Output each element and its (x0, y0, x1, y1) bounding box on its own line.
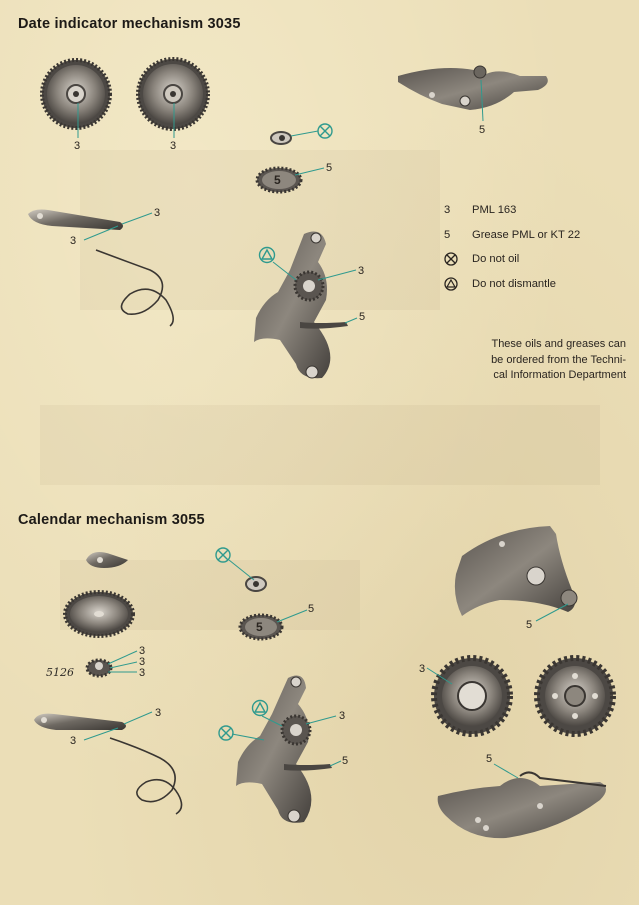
do-not-dismantle-marker-top (260, 248, 275, 263)
small-wheel-do-not-oil-bottom (246, 577, 266, 591)
callout-3-finger-lever-top-a: 3 (154, 207, 161, 219)
legend-text: Do not oil (472, 253, 520, 265)
hair-spring-bottom (110, 738, 182, 814)
date-indicator-bridge-bottom (236, 676, 332, 823)
callout-3-finger-lever-top-b: 3 (70, 235, 77, 247)
leader-small-wheel-bottom (229, 560, 254, 580)
date-wheel-right (138, 59, 208, 129)
date-finger-lever-bottom (34, 714, 126, 730)
calendar-cam-plate (455, 526, 577, 616)
legend-text: PML 163 (472, 204, 517, 216)
callout-5-wheel-face-top: 5 (274, 173, 281, 187)
hair-spring-top (96, 250, 173, 326)
calendar-pinion-assembly (87, 660, 111, 676)
do-not-oil-marker-bridge (219, 726, 233, 740)
leader-small-wheel (291, 131, 318, 136)
legend-key: 5 (444, 228, 451, 241)
callout-5-calendar-jumper: 5 (486, 753, 493, 765)
handwritten-part-number: 5126 (46, 666, 74, 679)
legend-row-do-not-dismantle (444, 278, 634, 303)
date-indicator-bridge-top (254, 232, 348, 379)
legend-row-do-not-oil (444, 253, 634, 278)
do-not-oil-marker (318, 124, 332, 138)
do-not-oil-marker-bottom (216, 548, 230, 562)
calendar-jumper-spring (438, 772, 606, 838)
callout-5-bridge-bottom: 5 (342, 755, 349, 767)
callout-3-bridge-top: 3 (358, 265, 365, 277)
leader-intermediate-wheel-top (295, 168, 324, 175)
note-line: cal Information Department (493, 369, 626, 381)
callout-5-bridge-top: 5 (359, 311, 366, 323)
callout-5-wheel-face-bottom: 5 (256, 620, 263, 634)
section-title-calendar: Calendar mechanism 3055 (18, 512, 205, 528)
legend-text: Grease PML or KT 22 (472, 228, 581, 241)
x-circle-icon (444, 252, 458, 266)
small-wheel-do-not-oil (271, 132, 291, 144)
ordering-note (430, 337, 626, 384)
legend-text: Do not dismantle (472, 277, 556, 290)
calendar-wheel (65, 592, 133, 636)
callout-3-star-wheel: 3 (419, 663, 426, 675)
callout-5-jumper: 5 (479, 124, 486, 136)
callout-5-cam-plate: 5 (526, 619, 533, 631)
callout-3-pinion-a: 3 (139, 645, 146, 657)
callout-3-date-wheel-left: 3 (74, 140, 81, 152)
note-line: These oils and greases can (491, 338, 626, 350)
calendar-star-wheel-right (537, 658, 613, 734)
calendar-cam (86, 552, 128, 568)
callout-3-finger-lever-bottom-a: 3 (155, 707, 162, 719)
callout-3-date-wheel-right: 3 (170, 140, 177, 152)
callout-3-bridge-bottom: 3 (339, 710, 346, 722)
do-not-dismantle-marker-bottom (253, 701, 268, 716)
note-line: be ordered from the Techni- (491, 353, 626, 366)
date-jumper-spring (398, 66, 548, 110)
callout-5-intermediate-wheel-top: 5 (326, 162, 333, 174)
legend-row-grease (444, 229, 634, 254)
triangle-circle-icon (444, 277, 458, 291)
date-wheel-left (42, 60, 110, 128)
leader-cam-plate (536, 604, 568, 621)
callout-3-pinion-b: 3 (139, 656, 146, 668)
legend-key: 3 (444, 204, 451, 216)
leader-calendar-jumper (494, 764, 518, 778)
legend-row-pml163 (444, 204, 634, 229)
lubrication-legend (444, 204, 634, 302)
callout-3-pinion-c: 3 (139, 667, 146, 679)
leader-intermediate-wheel-bottom (277, 610, 307, 622)
calendar-star-wheel-left (434, 658, 510, 734)
callout-3-finger-lever-bottom-b: 3 (70, 735, 77, 747)
callout-5-intermediate-wheel-bottom: 5 (308, 603, 315, 615)
date-finger-lever-top (28, 210, 123, 231)
section-title-date-indicator: Date indicator mechanism 3035 (18, 16, 241, 32)
